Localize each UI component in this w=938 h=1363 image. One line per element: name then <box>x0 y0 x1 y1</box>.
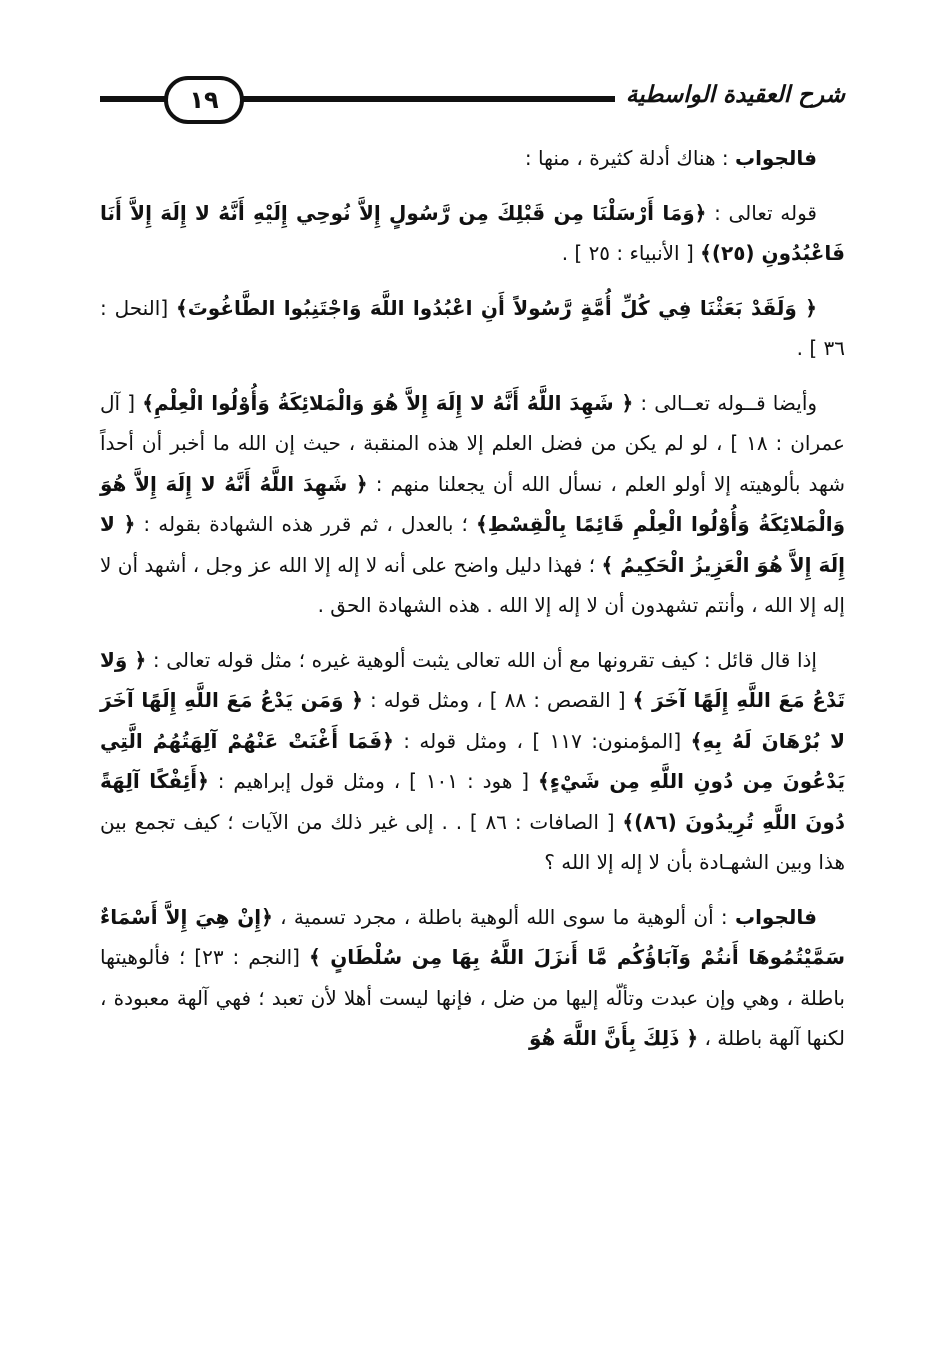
quran-verse: ﴿ شَهِدَ اللَّهُ أَنَّهُ لا إِلَهَ إِلاَّ هُوَ وَالْمَلائِكَةُ وَأُوْلُوا الْعِلْمِ قَائِمًا بِالْقِسْطِ﴾ <box>100 471 846 536</box>
quran-verse: ﴿ شَهِدَ اللَّهُ أَنَّهُ لا إِلَهَ إِلاَّ هُوَ وَالْمَلائِكَةُ وَأُوْلُوا الْعِلْمِ﴾ <box>142 390 634 415</box>
page-number: ١٩ <box>164 76 244 124</box>
paragraph-text: [النجم : ٢٣] ؛ فألوهيتها باطلة ، وهي وإن عبدت وتألّه إليها من ضل ، فإنها ليست أهلا لأن تعبد ؛ فهي آلهة معبودة ، لكنها آلهة باطلة ، <box>100 945 845 1050</box>
paragraph-text: : أن ألوهية ما سوى الله ألوهية باطلة ، مجرد تسمية ، <box>272 904 728 929</box>
paragraph-text: [ هود : ١٠١ ] ، ومثل قول إبراهيم : <box>208 769 530 793</box>
paragraph-text: إذا قال قائل : كيف تقرونها مع أن الله تعالى يثبت ألوهية غيره ؛ مثل قوله تعالى : <box>146 647 817 672</box>
quran-verse: ﴿وَمَا أَرْسَلْنَا مِن قَبْلِكَ مِن رَّسُولٍ إِلاَّ نُوحِي إِلَيْهِ أَنَّهُ لا إِلَهَ إِلاَّ أَنَا فَاعْبُدُونِ (٢٥)﴾ <box>100 200 845 265</box>
quran-verse: ﴿أَئِفْكًا آلِهَةً دُونَ اللَّهِ تُرِيدُونَ (٨٦)﴾ <box>100 769 846 834</box>
paragraph-text: [ الصافات : ٨٦ ] . . إلى غير ذلك من الآيات ؛ كيف تجمع بين هذا وبين الشهـادة بأن لا إله إلا الله ؟ <box>100 809 845 874</box>
quran-verse: ﴿ وَمَن يَدْعُ مَعَ اللَّهِ إِلَهًا آخَرَ لا بُرْهَانَ لَهُ بِهِ﴾ <box>100 688 845 753</box>
paragraph-6 <box>100 897 845 1059</box>
paragraph-2 <box>100 193 845 274</box>
answer-label: فالجواب <box>734 904 817 929</box>
paragraph-text: ؛ بالعدل ، ثم قرر هذه الشهادة بقوله : <box>135 512 468 536</box>
quran-verse: ﴿ وَلا تَدْعُ مَعَ اللَّهِ إِلَهًا آخَرَ ﴾ <box>100 647 846 712</box>
paragraph-text: وأيضا قــوله تعــالى : <box>633 390 818 415</box>
running-title: شرح العقيدة الواسطية <box>625 82 845 108</box>
quran-verse: ﴿إِنْ هِيَ إِلاَّ أَسْمَاءٌ سَمَّيْتُمُوهَا أَنتُمْ وَآبَاؤُكُم مَّا أَنزَلَ اللَّهُ بِهَا مِن سُلْطَانٍ ﴾ <box>100 904 846 969</box>
verse-reference: [النحل : ٣٦ ] . <box>100 295 845 360</box>
paragraph-3 <box>100 288 845 369</box>
quran-verse: ﴿ لا إِلَهَ إِلاَّ هُوَ الْعَزِيزُ الْحَكِيمُ ﴾ <box>100 512 846 577</box>
paragraph-text: [ آل عمران : ١٨ ] ، لو لم يكن من فضل العلم إلا هذه المنقبة ، حيث إن الله ما أخبر أن أحداً شهد بألوهيته إلا أولو العلم ، نسأل الله أن يجعلنا منهم : <box>100 390 846 496</box>
body-text <box>100 138 845 1073</box>
paragraph-text: : هناك أدلة كثيرة ، منها : <box>524 146 729 170</box>
paragraph-text: قوله تعالى : <box>706 200 817 225</box>
paragraph-text: ؛ فهذا دليل واضح على أنه لا إله إلا الله عز وجل ، أشهد أن لا إله إلا الله ، وأنتم تشهدون أن لا إله إلا الله . هذه الشهادة الحق . <box>100 552 845 617</box>
quran-verse: ﴿فَمَا أَغْنَتْ عَنْهُمْ آلِهَتُهُمُ الَّتِي يَدْعُونَ مِن دُونِ اللَّهِ مِن شَيْءٍ﴾ <box>100 728 846 793</box>
paragraph-text: [المؤمنون: ١١٧ ] ، ومثل قوله : <box>393 728 682 753</box>
quran-verse: ﴿ وَلَقَدْ بَعَثْنَا فِي كُلِّ أُمَّةٍ رَّسُولاً أَنِ اعْبُدُوا اللَّهَ وَاجْتَنِبُوا الطَّاغُوتَ﴾ <box>175 295 817 320</box>
answer-label: فالجواب <box>734 146 817 170</box>
quran-verse: ﴿ ذَلِكَ بِأَنَّ اللَّهَ هُوَ <box>528 1026 699 1050</box>
page-header <box>100 70 845 130</box>
paragraph-5 <box>100 640 845 883</box>
verse-reference: [ الأنبياء : ٢٥ ] . <box>561 241 694 265</box>
paragraph-text: [ القصص : ٨٨ ] ، ومثل قوله : <box>362 688 626 712</box>
paragraph-4 <box>100 383 845 626</box>
paragraph-1 <box>100 138 845 179</box>
